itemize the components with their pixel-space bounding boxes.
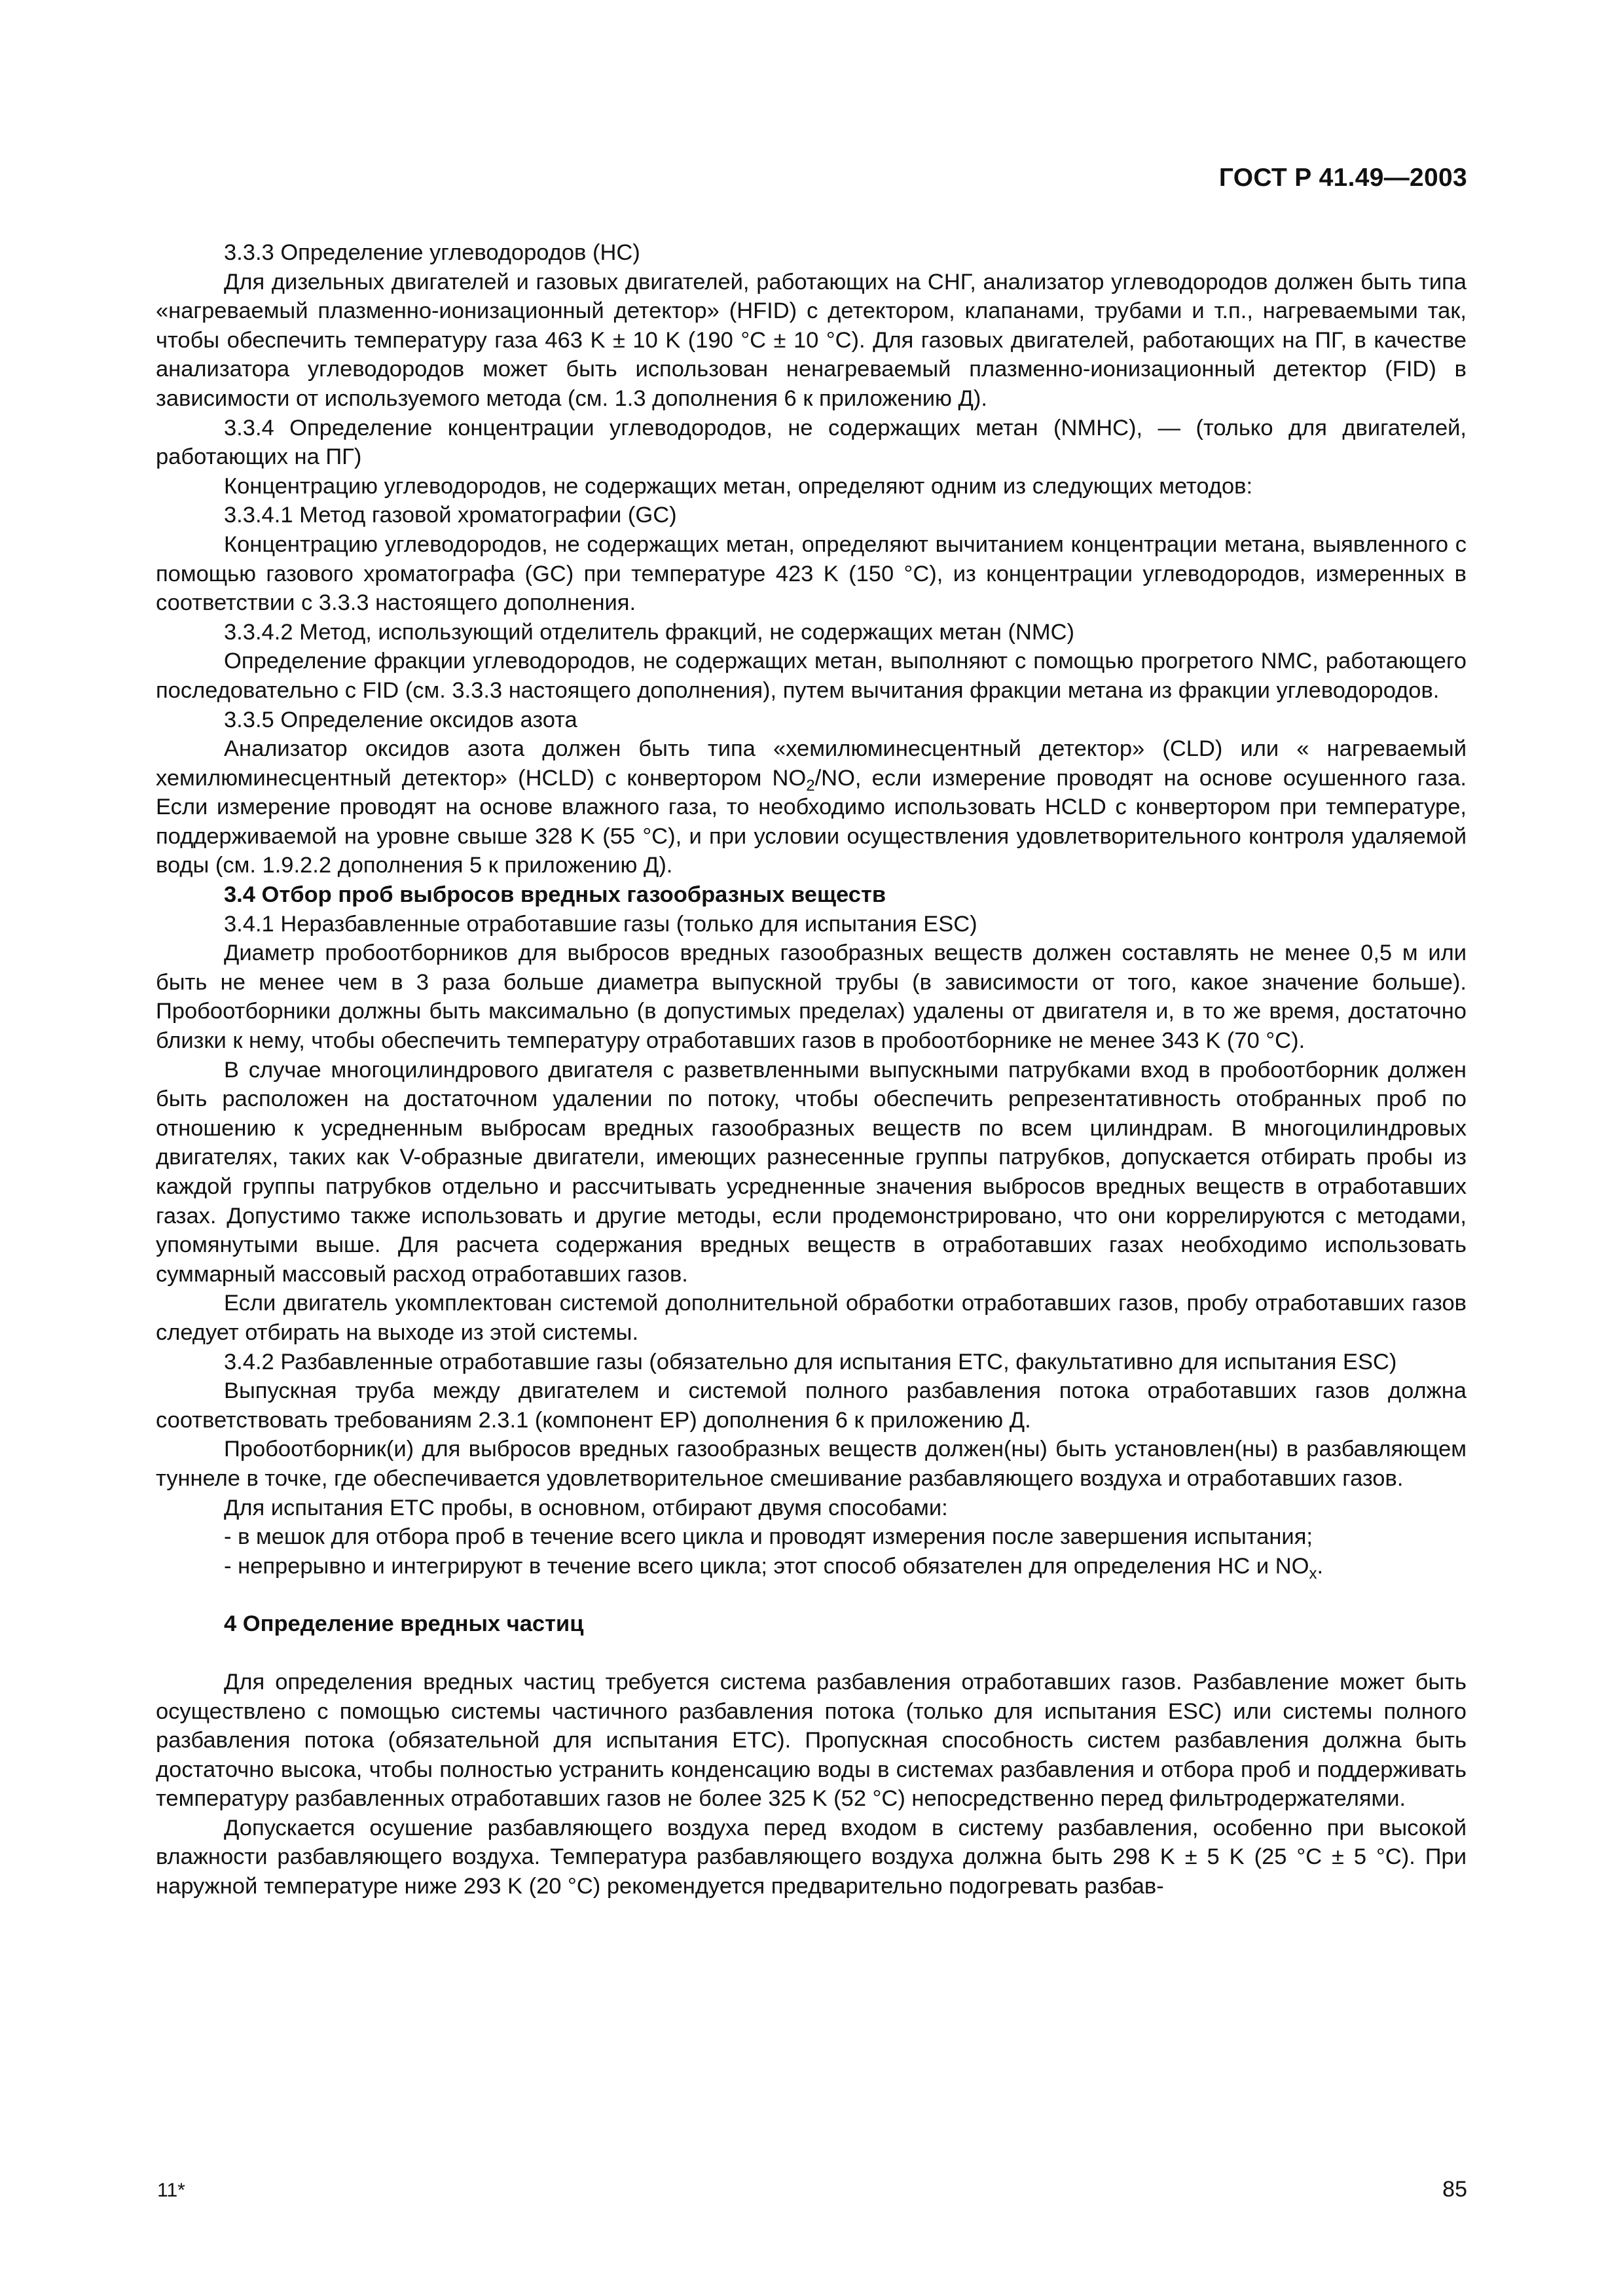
paragraph-multicylinder: В случае многоцилиндрового двигателя с разветвленными выпускными патрубками вход в пробоотборник должен быть расположен на достаточном удалении по потоку, чтобы обеспечить репрезентативность отобранных проб по отношению к усредненным выбросам вредных газообразных веществ по всем цилиндрам. В многоцилиндровых двигателях, таких как V-образные двигатели, имеющих разнесенные группы патрубков, допускается отбирать пробы из каждой группы патрубков отдельно и рассчитывать усредненные значения выбросов вредных веществ в отработавших газах. Допустимо также использовать и другие методы, если продемонстрировано, что они коррелируются с методами, упомянутыми выше. Для расчета содержания вредных веществ в отработавших газах необходимо использовать суммарный массовый расход отработавших газов. (156, 1057, 1467, 1287)
paragraph-particulate-dilution: Для определения вредных частиц требуется система разбавления отработавших газов. Разбавление может быть осуществлено с помощью системы частичного разбавления потока (только для испытания ESC) или системы полного разбавления потока (обязательной для испытания ETC). Пропускная способность систем разбавления должна быть достаточно высока, чтобы полностью устранить конденсацию воды в системах разбавления и отбора проб и поддерживать температуру разбавленных отработавших газов не более 325 K (52 °C) непосредственно перед фильтродержателями. (156, 1669, 1467, 1812)
list-item-continuous-sampling (156, 1552, 1467, 1581)
section-heading-4: 4 Определение вредных частиц (224, 1611, 584, 1637)
nox-text-after: /NO, если измерение проводят на основе осушенного газа. Если измерение проводят на основе влажного газа, то необходимо использовать HCLD с конвертором при температуре, поддерживаемой на уровне свыше 328 K (55 °C), и при условии осуществления удовлетворительного контроля удаляемой воды (см. 1.9.2.2 дополнения 5 к приложению Д). (156, 765, 1467, 878)
paragraph-nox-analyzer (156, 734, 1467, 880)
paragraph-dilution-air-drying: Допускается осушение разбавляющего воздуха перед входом в систему разбавления, особенно при высокой влажности разбавляющего воздуха. Температура разбавляющего воздуха должна быть 298 K ± 5 K (25 °C ± 5 °C). При наружной температуре ниже 293 K (20 °C) рекомендуется предварительно подогревать разбав- (156, 1815, 1467, 1899)
paragraph-aftertreatment: Если двигатель укомплектован системой дополнительной обработки отработавших газов, пробу отработавших газов следует отбирать на выходе из этой системы. (156, 1291, 1467, 1345)
paragraph-probe-diameter: Диаметр пробоотборников для выбросов вредных газообразных веществ должен составлять не менее 0,5 м или быть не менее чем в 3 раза больше диаметра выпускной трубы (в зависимости от того, какое значение больше). Пробоотборники должны быть максимально (в допустимых пределах) удалены от двигателя и, в то же время, достаточно близки к нему, чтобы обеспечить температуру отработавших газов в пробоотборнике не менее 343 K (70 °C). (156, 941, 1467, 1054)
paragraph-dilution-tunnel-probe: Пробоотборник(и) для выбросов вредных газообразных веществ должен(ны) быть установлен(ны) в разбавляющем туннеле в точке, где обеспечивается удовлетворительное смешивание разбавляющего воздуха и отработавших газов. (156, 1437, 1467, 1491)
document-body (156, 238, 1467, 1901)
nox-text-before: Анализатор оксидов азота должен быть типа «хемилюминесцентный детектор» (CLD) или « нагреваемый хемилюминесцентный детектор» (HCLD) с конвертором NO (156, 736, 1467, 791)
section-heading-3-4-1: 3.4.1 Неразбавленные отработавшие газы (только для испытания ESC) (224, 911, 977, 937)
paragraph-nmc-method: Определение фракции углеводородов, не содержащих метан, выполняют с помощью прогретого NMC, работающего последовательно с FID (см. 3.3.3 настоящего дополнения), путем вычитания фракции метана из фракции углеводородов. (156, 649, 1467, 703)
sheet-mark: 11* (157, 2179, 185, 2201)
paragraph-nmhc-methods: Концентрацию углеводородов, не содержащих метан, определяют одним из следующих методов: (224, 473, 1253, 499)
section-heading-3-3-4-2: 3.3.4.2 Метод, использующий отделитель фракций, не содержащих метан (NMC) (224, 619, 1075, 645)
paragraph-hc-analyzer: Для дизельных двигателей и газовых двигателей, работающих на СНГ, анализатор углеводородов должен быть типа «нагреваемый плазменно-ионизационный детектор» (HFID) с детектором, клапанами, трубами и т.п., нагреваемыми так, чтобы обеспечить температуру газа 463 K ± 10 K (190 °C ± 10 °C). Для газовых двигателей, работающих на ПГ, в качестве анализатора углеводородов может быть использован ненагреваемый плазменно-ионизационный детектор (FID) в зависимости от используемого метода (см. 1.3 дополнения 6 к приложению Д). (156, 269, 1467, 411)
nox-subscript: 2 (806, 776, 815, 795)
standard-designation: ГОСТ Р 41.49—2003 (1218, 164, 1467, 192)
section-heading-3-3-3: 3.3.3 Определение углеводородов (НС) (224, 240, 640, 265)
list-item-bag-sampling: - в мешок для отбора проб в течение всего цикла и проводят измерения после завершения испытания; (224, 1524, 1313, 1550)
section-heading-3-4: 3.4 Отбор проб выбросов вредных газообразных веществ (224, 882, 886, 908)
section-heading-3-3-5: 3.3.5 Определение оксидов азота (224, 707, 577, 732)
section-heading-3-4-2: 3.4.2 Разбавленные отработавшие газы (обязательно для испытания ETC, факультативно для испытания ESC) (224, 1349, 1397, 1374)
paragraph-exhaust-pipe: Выпускная труба между двигателем и системой полного разбавления потока отработавших газов должна соответствовать требованиям 2.3.1 (компонент EP) дополнения 6 к приложению Д. (156, 1378, 1467, 1433)
paragraph-gc-method: Концентрацию углеводородов, не содержащих метан, определяют вычитанием концентрации метана, выявленного с помощью газового хроматографа (GC) при температуре 423 K (150 °C), из концентрации углеводородов, измеренных в соответствии с 3.3.3 настоящего дополнения. (156, 531, 1467, 616)
nox-subscript-x: x (1309, 1564, 1317, 1583)
paragraph-etc-sampling: Для испытания ETC пробы, в основном, отбирают двумя способами: (224, 1495, 948, 1520)
section-heading-3-3-4-1: 3.3.4.1 Метод газовой хроматографии (GC) (224, 503, 677, 528)
page-number: 85 (1442, 2177, 1467, 2202)
section-heading-3-3-4: 3.3.4 Определение концентрации углеводородов, не содержащих метан (NMHC), — (только для двигателей, работающих на ПГ) (156, 415, 1467, 470)
continuous-text-after: . (1317, 1553, 1324, 1579)
continuous-text-before: - непрерывно и интегрируют в течение всего цикла; этот способ обязателен для определения НС и NO (224, 1553, 1309, 1579)
